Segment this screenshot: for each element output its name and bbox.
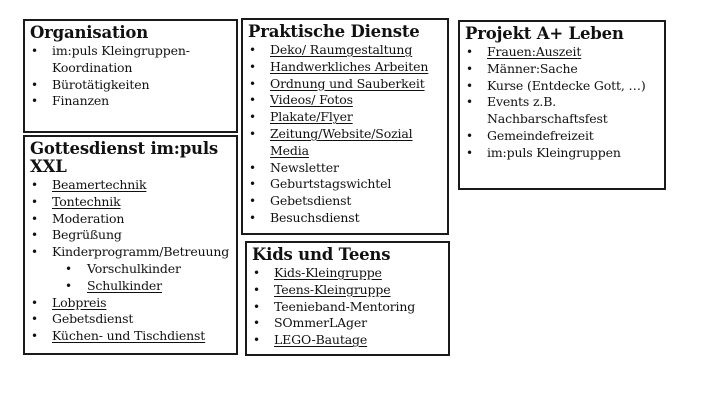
praktische-dienste-box	[241, 18, 449, 235]
list-item[interactable]	[248, 92, 441, 109]
list-item: • Gebetsdienst	[248, 193, 441, 210]
gottesdienst-box	[23, 135, 238, 355]
kids-und-teens-box	[245, 241, 450, 356]
link-text[interactable]: Lobpreis	[52, 294, 107, 310]
link-text[interactable]: Tontechnik	[52, 193, 121, 209]
list-item: • Kinderprogramm/Betreuung	[30, 244, 230, 261]
list-item[interactable]	[30, 278, 230, 295]
list-item[interactable]	[248, 59, 441, 76]
gottesdienst-title: Gottesdienst im:puls XXL	[30, 139, 218, 176]
link-text[interactable]: Frauen:Auszeit	[487, 44, 582, 59]
link-text[interactable]: LEGO-Bautage	[274, 332, 368, 348]
link-text[interactable]: Kids-Kleingruppe	[274, 265, 382, 280]
list-item: • im:puls Kleingruppen-Koordination	[30, 43, 230, 77]
list-item: • Finanzen	[30, 93, 230, 110]
link-text[interactable]: Zeitung/Website/Sozial Media	[270, 125, 413, 158]
list-item: • SOmmerLAger	[252, 315, 442, 332]
list-item: • Geburtstagswichtel	[248, 176, 441, 193]
list-item[interactable]	[252, 265, 442, 282]
link-text[interactable]: Handwerkliches Arbeiten	[270, 58, 429, 74]
link-text[interactable]: Beamertechnik	[52, 177, 147, 192]
list-item: • Teenieband-Mentoring	[252, 299, 442, 316]
list-item: • Vorschulkinder	[30, 261, 230, 278]
kids-und-teens-title: Kids und Teens	[252, 245, 391, 264]
list-item[interactable]	[30, 295, 230, 312]
list-item: • Moderation	[30, 211, 230, 228]
list-item[interactable]	[248, 126, 441, 160]
list-item[interactable]	[252, 282, 442, 299]
kids-und-teens-list	[252, 265, 442, 349]
projekt-a-plus-leben-box	[458, 20, 666, 190]
list-item[interactable]	[465, 44, 658, 61]
list-item: • Gemeindefreizeit	[465, 128, 658, 145]
list-item: • Männer:Sache	[465, 61, 658, 78]
list-item: • Besuchsdienst	[248, 210, 441, 227]
organisation-list	[30, 43, 230, 110]
organisation-box	[23, 19, 238, 133]
list-item: • Newsletter	[248, 160, 441, 177]
list-item: • Gebetsdienst	[30, 311, 230, 328]
link-text[interactable]: Videos/ Fotos	[270, 92, 353, 108]
link-text[interactable]: Küchen- und Tischdienst	[52, 328, 206, 344]
list-item: • Events z.B. Nachbarschaftsfest	[465, 94, 658, 128]
link-text[interactable]: Ordnung und Sauberkeit	[270, 75, 425, 91]
link-text[interactable]: Plakate/Flyer	[270, 109, 353, 125]
list-item[interactable]	[248, 109, 441, 126]
projekt-a-plus-leben-list	[465, 44, 658, 162]
list-item[interactable]	[248, 76, 441, 93]
list-item[interactable]	[30, 177, 230, 194]
gottesdienst-list	[30, 177, 230, 345]
list-item[interactable]	[30, 328, 230, 345]
projekt-a-plus-leben-title: Projekt A+ Leben	[465, 24, 624, 43]
list-item: • Bürotätigkeiten	[30, 77, 230, 94]
link-text[interactable]: Teens-Kleingruppe	[274, 281, 391, 297]
list-item: • Kurse (Entdecke Gott, …)	[465, 78, 658, 95]
link-text[interactable]: Deko/ Raumgestaltung	[270, 42, 413, 57]
list-item: • Begrüßung	[30, 227, 230, 244]
praktische-dienste-list	[248, 42, 441, 227]
praktische-dienste-title: Praktische Dienste	[248, 22, 420, 41]
list-item[interactable]	[252, 332, 442, 349]
list-item[interactable]	[30, 194, 230, 211]
link-text[interactable]: Schulkinder	[87, 277, 163, 293]
list-item: • im:puls Kleingruppen	[465, 145, 658, 162]
organisation-title: Organisation	[30, 23, 149, 42]
list-item[interactable]	[248, 42, 441, 59]
